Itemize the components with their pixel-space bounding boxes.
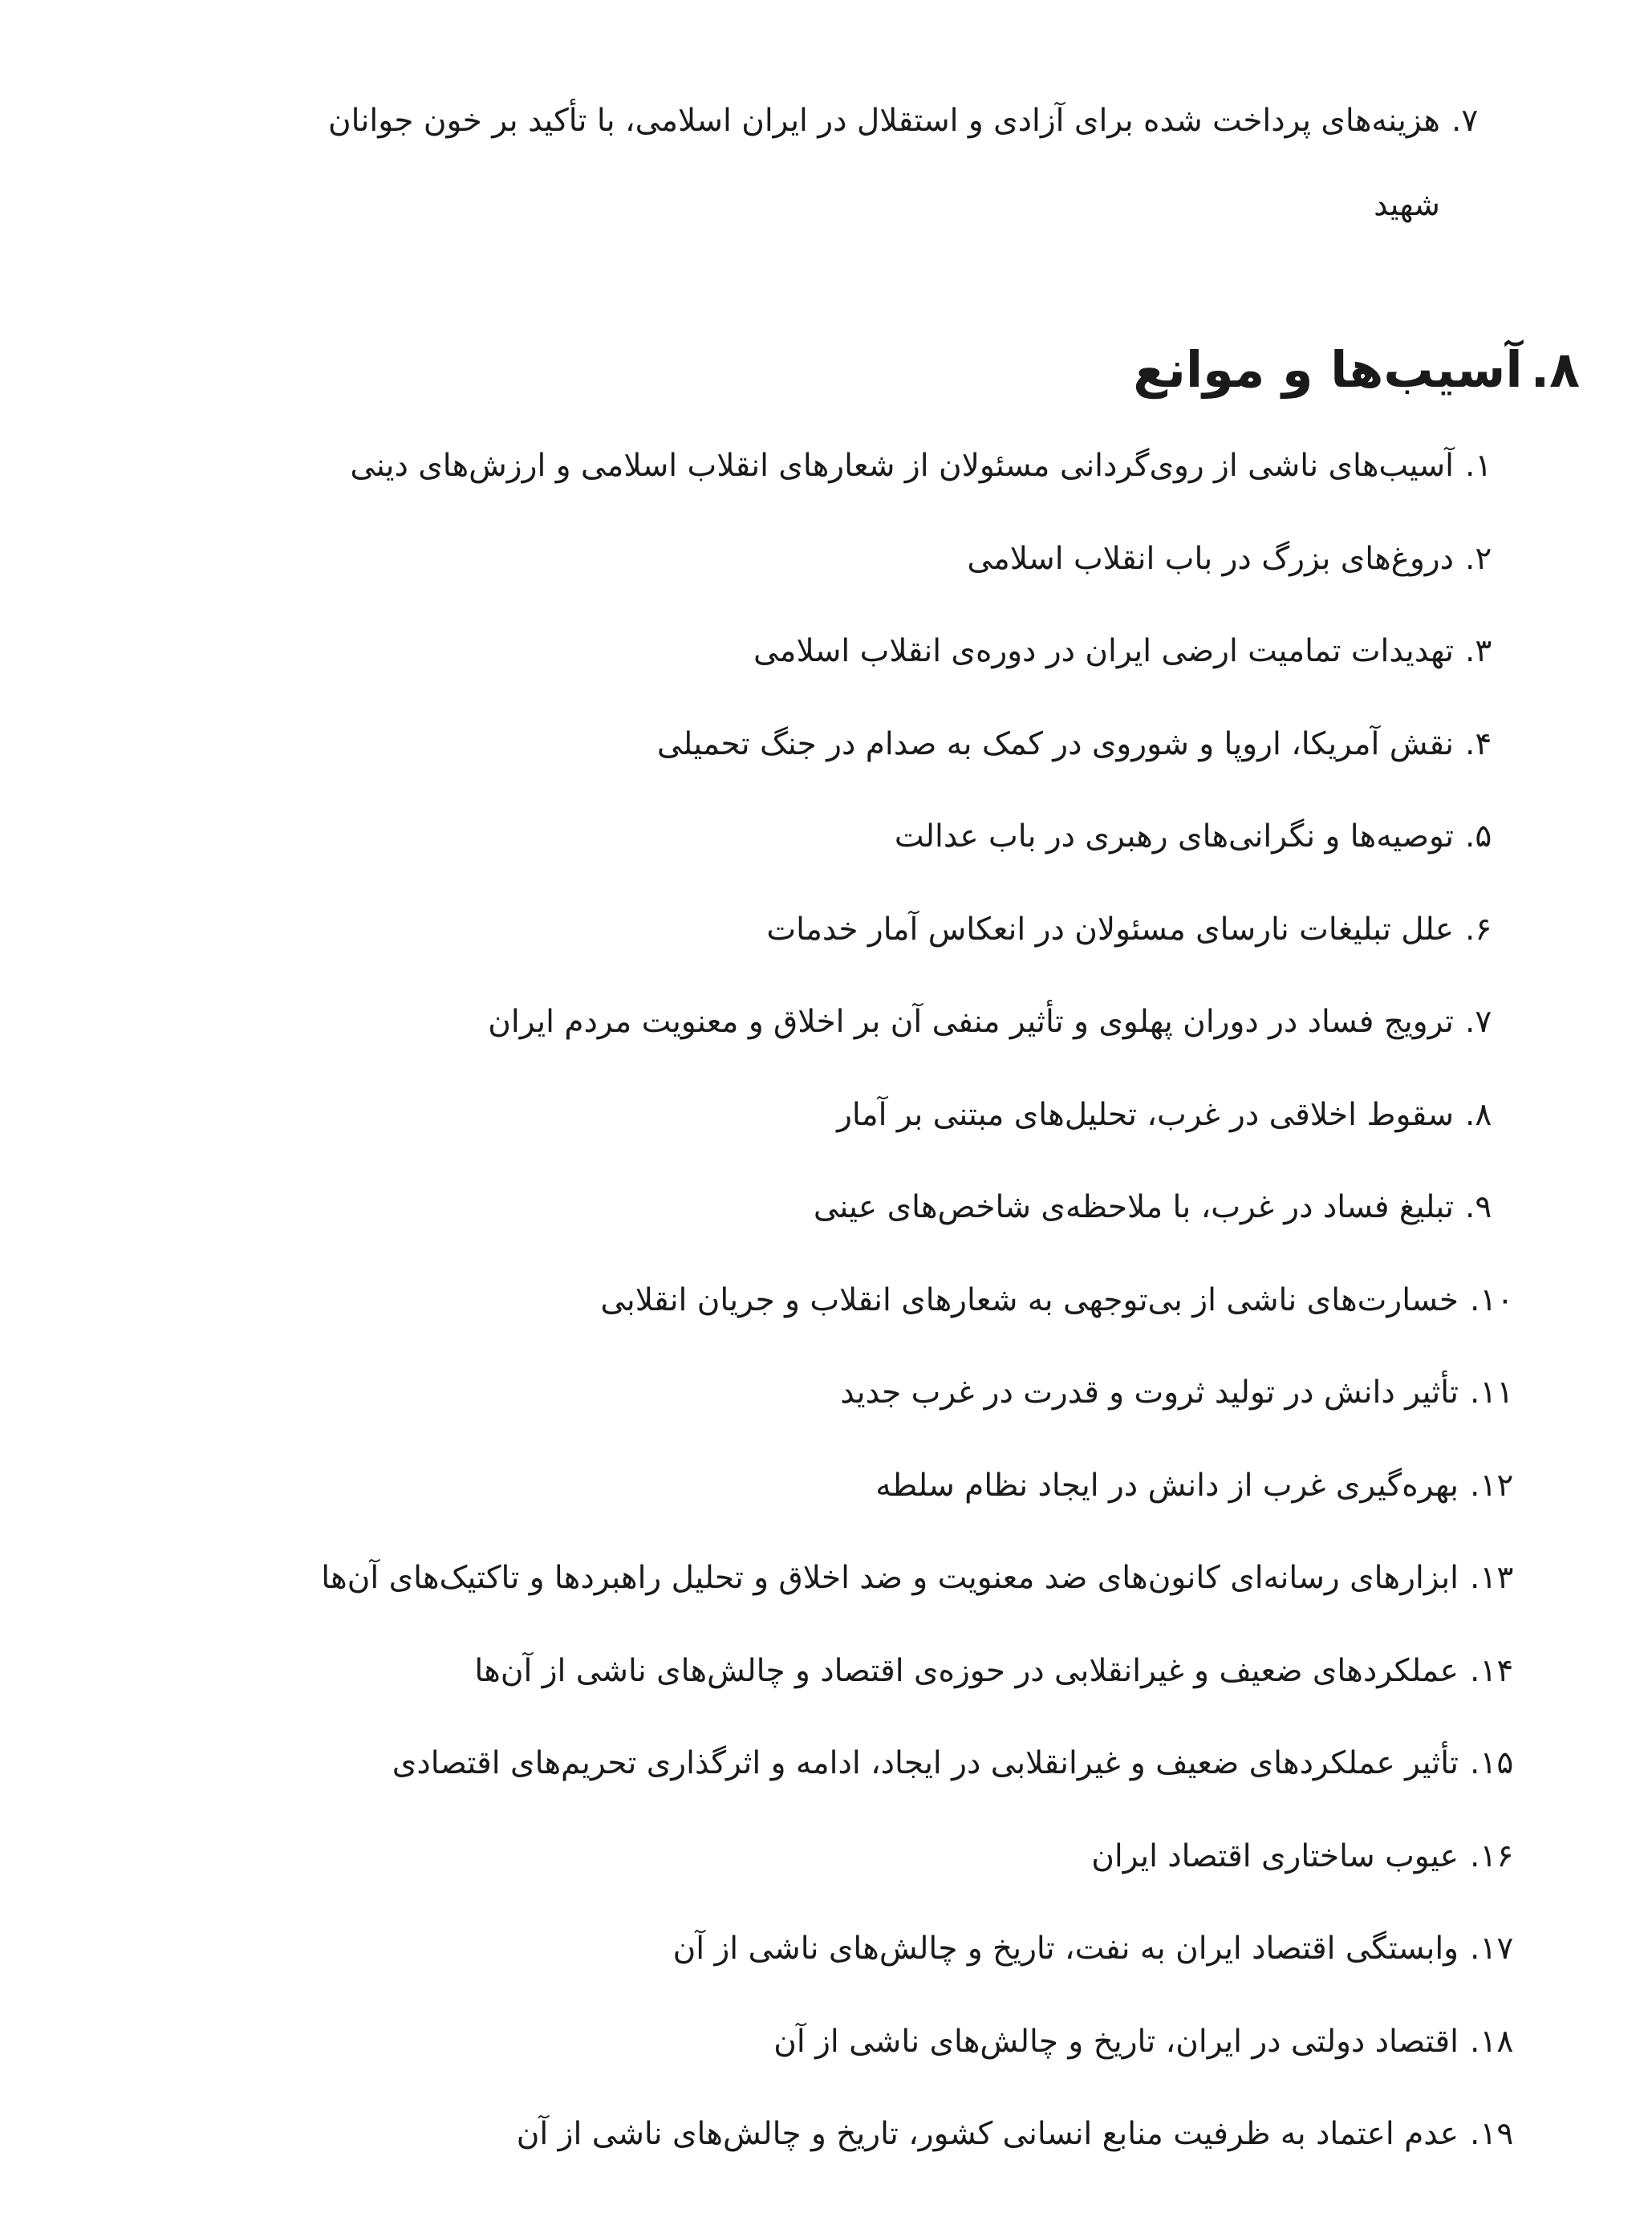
list-item-text: ابزارهای رسانه‌ای کانون‌های ضد معنویت و ضد اخلاق و تحلیل راهبردها و تاکتیک‌های آن‌ها	[321, 1559, 1459, 1596]
list-item	[657, 708, 1512, 780]
list-item-number: ۱۱.	[1470, 1374, 1514, 1411]
list-item-number: ۱۰.	[1470, 1281, 1514, 1318]
section-title: آسیب‌ها و موانع	[1133, 339, 1523, 399]
list-item-number: ۱۵.	[1470, 1744, 1514, 1781]
list-item	[673, 1912, 1528, 1984]
list-item-text: تبلیغ فساد در غرب، با ملاحظه‌ی شاخص‌های عینی	[813, 1188, 1454, 1225]
prev-item-number: ۷.	[1451, 102, 1479, 139]
list-item	[350, 429, 1512, 501]
prev-item-text: هزینه‌های پرداخت شده برای آزادی و استقلال در ایران اسلامی، با تأکید بر خون جوانان	[328, 102, 1440, 139]
list-item	[488, 985, 1512, 1058]
list-item-text: بهره‌گیری غرب از دانش در ایجاد نظام سلطه	[875, 1467, 1459, 1504]
list-item-number: ۹.	[1465, 1188, 1492, 1225]
list-item	[875, 1449, 1528, 1521]
list-item-number: ۱.	[1465, 447, 1492, 484]
list-item-number: ۲.	[1465, 540, 1492, 577]
list-item-text: تأثیر عملکردهای ضعیف و غیرانقلابی در ایجاد، ادامه و اثرگذاری تحریم‌های اقتصادی	[392, 1744, 1459, 1781]
list-item	[840, 1356, 1528, 1428]
list-item-number: ۶.	[1465, 911, 1492, 948]
list-item-text: عملکردهای ضعیف و غیرانقلابی در حوزه‌ی اقتصاد و چالش‌های ناشی از آن‌ها	[474, 1652, 1459, 1689]
list-item-text: آسیب‌های ناشی از روی‌گردانی مسئولان از شعارهای انقلاب اسلامی و ارزش‌های دینی	[350, 447, 1454, 484]
list-item	[895, 800, 1512, 872]
list-item-text: اقتصاد دولتی در ایران، تاریخ و چالش‌های ناشی از آن	[773, 2023, 1459, 2060]
list-item	[766, 893, 1512, 965]
list-item-text: دروغ‌های بزرگ در باب انقلاب اسلامی	[967, 540, 1454, 577]
list-item-text: عیوب ساختاری اقتصاد ایران	[1091, 1837, 1459, 1874]
list-item	[392, 1727, 1528, 1799]
prev-item-text-line2: شهید	[1374, 186, 1440, 223]
list-item	[837, 1078, 1512, 1151]
list-item-text: ترویج فساد در دوران پهلوی و تأثیر منفی آن بر اخلاق و معنویت مردم ایران	[488, 1003, 1454, 1040]
list-item-text: تهدیدات تمامیت ارضی ایران در دوره‌ی انقلاب اسلامی	[753, 632, 1454, 669]
section-number: ۸.	[1530, 339, 1580, 399]
list-item-number: ۱۸.	[1470, 2023, 1514, 2060]
list-item-text: تأثیر دانش در تولید ثروت و قدرت در غرب جدید	[840, 1374, 1459, 1411]
section-heading	[1133, 325, 1580, 413]
list-item-text: علل تبلیغات نارسای مسئولان در انعکاس آمار خدمات	[766, 911, 1454, 948]
list-item	[814, 1171, 1512, 1243]
list-item-text: وابستگی اقتصاد ایران به نفت، تاریخ و چالش‌های ناشی از آن	[672, 1930, 1459, 1967]
list-item	[1091, 1820, 1528, 1892]
list-item	[753, 615, 1512, 687]
list-item-number: ۱۹.	[1470, 2115, 1514, 2152]
list-item-number: ۱۲.	[1470, 1467, 1514, 1504]
list-item-text: نقش آمریکا، اروپا و شوروی در کمک به صدام در جنگ تحمیلی	[656, 725, 1454, 762]
prev-list-item-continuation	[1374, 169, 1440, 241]
list-item-number: ۸.	[1465, 1096, 1492, 1133]
list-item	[773, 2005, 1528, 2077]
list-item	[967, 522, 1512, 595]
prev-list-item	[328, 84, 1500, 156]
list-item-number: ۴.	[1465, 725, 1492, 762]
list-item-text: عدم اعتماد به ظرفیت منابع انسانی کشور، تاریخ و چالش‌های ناشی از آن	[516, 2115, 1459, 2152]
list-item-number: ۱۶.	[1470, 1837, 1514, 1874]
list-item-number: ۱۴.	[1470, 1652, 1514, 1689]
list-item-number: ۱۷.	[1470, 1930, 1514, 1967]
list-item-number: ۱۳.	[1470, 1559, 1514, 1596]
list-item-text: خسارت‌های ناشی از بی‌توجهی به شعارهای انقلاب و جریان انقلابی	[600, 1281, 1459, 1318]
list-item-number: ۷.	[1465, 1003, 1492, 1040]
list-item	[474, 1634, 1528, 1707]
list-item-number: ۳.	[1465, 632, 1492, 669]
list-item-text: سقوط اخلاقی در غرب، تحلیل‌های مبتنی بر آمار	[837, 1096, 1454, 1133]
list-item	[517, 2097, 1528, 2170]
list-item-number: ۵.	[1465, 818, 1492, 855]
list-item	[600, 1264, 1528, 1336]
list-item-text: توصیه‌ها و نگرانی‌های رهبری در باب عدالت	[894, 818, 1454, 855]
list-item	[321, 1541, 1528, 1614]
